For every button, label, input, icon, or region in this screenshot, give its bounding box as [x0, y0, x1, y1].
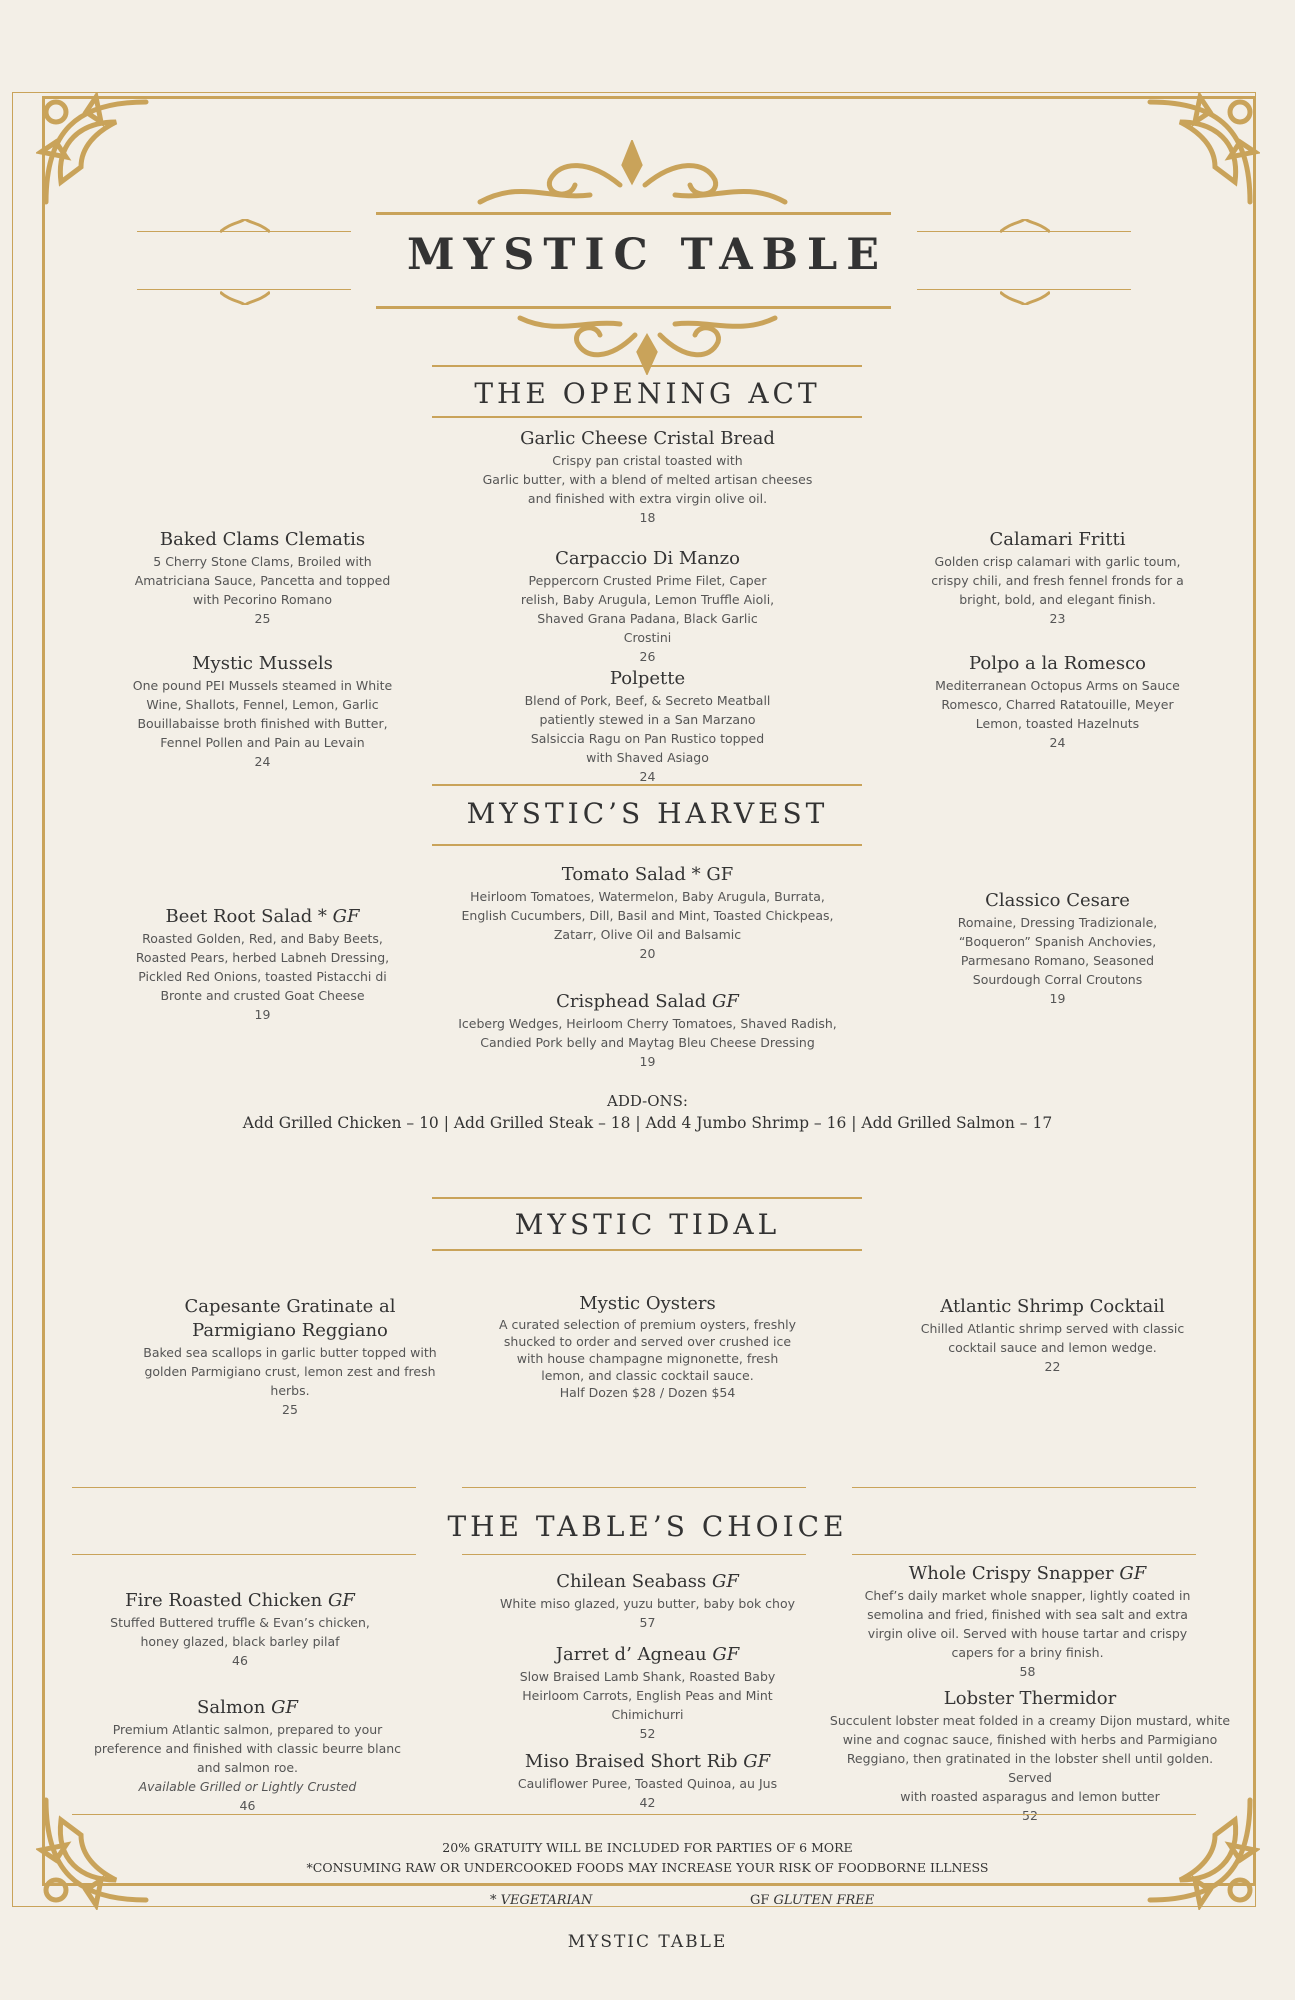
menu-item-mystic-oysters [480, 1292, 815, 1401]
gluten-free-legend [750, 1893, 874, 1908]
item-desc: “Boqueron” Spanish Anchovies, [958, 934, 1157, 949]
item-desc: English Cucumbers, Dill, Basil and Mint, Toasted Chickpeas, [461, 908, 834, 923]
item-price: 24 [254, 754, 271, 769]
item-name: Polpo a la Romesco [969, 653, 1146, 674]
item-desc: wine and cognac sauce, finished with herbs and Parmigiano [842, 1732, 1218, 1747]
menu-item-jarret-agneau [470, 1643, 825, 1743]
item-desc: with roasted asparagus and lemon butter [900, 1789, 1160, 1804]
menu-item-whole-snapper [855, 1562, 1200, 1681]
item-desc: Bronte and crusted Goat Cheese [160, 988, 365, 1003]
item-price: 24 [1049, 735, 1066, 750]
item-desc: with Pecorino Romano [192, 592, 333, 607]
item-name: Carpaccio Di Manzo [555, 548, 740, 569]
item-note: Available Grilled or Lightly Crusted [138, 1779, 357, 1794]
menu-item-classico-cesare [890, 889, 1225, 1008]
menu-item-salmon [80, 1696, 415, 1815]
menu-item-tomato-salad [440, 863, 855, 963]
item-price: 19 [254, 1007, 271, 1022]
item-desc: Lemon, toasted Hazelnuts [975, 716, 1140, 731]
gf-mark: GF [271, 1697, 298, 1718]
side-flourish-right-top [1000, 218, 1050, 232]
item-desc: Pickled Red Onions, toasted Pistacchi di [138, 969, 387, 984]
item-desc: Golden crisp calamari with garlic toum, [934, 554, 1181, 569]
item-name [80, 1589, 400, 1613]
gf-mark: GF [327, 1590, 355, 1611]
choice-rule-top-left [72, 1487, 416, 1488]
item-name [100, 905, 425, 929]
item-price: Half Dozen $28 / Dozen $54 [559, 1385, 736, 1400]
item-desc: Fennel Pollen and Pain au Levain [160, 735, 365, 750]
item-desc: Parmesano Romano, Seasoned [960, 953, 1155, 968]
menu-item-mussels [100, 652, 425, 771]
item-name-text: Chilean Seabass [556, 1571, 712, 1592]
item-desc: White miso glazed, yuzu butter, baby bok choy [499, 1596, 796, 1611]
tidal-section-title: MYSTIC TIDAL [514, 1208, 781, 1241]
item-desc: semolina and fried, finished with sea salt and extra [867, 1607, 1188, 1622]
item-price: 23 [1049, 611, 1066, 626]
item-name [470, 1570, 825, 1594]
choice-rule-bottom-center [462, 1554, 806, 1555]
item-desc: Roasted Pears, herbed Labneh Dressing, [135, 950, 390, 965]
item-desc: Heirloom Carrots, English Peas and Mint [522, 1688, 773, 1703]
gluten-free-text: GLUTEN FREE [769, 1893, 875, 1908]
item-name: Calamari Fritti [989, 529, 1126, 550]
menu-item-lobster-thermidor [825, 1687, 1235, 1825]
item-name [80, 1696, 415, 1720]
gratuity-note: 20% GRATUITY WILL BE INCLUDED FOR PARTIES OF 6 MORE [442, 1840, 853, 1855]
item-desc: capers for a briny finish. [951, 1645, 1104, 1660]
item-desc: Shaved Grana Padana, Black Garlic [537, 611, 758, 626]
item-name: Mystic Mussels [192, 653, 333, 674]
item-desc: Heirloom Tomatoes, Watermelon, Baby Arugula, Burrata, [470, 889, 825, 904]
opening-rule-top [432, 365, 862, 367]
vegetarian-legend: * VEGETARIAN [490, 1893, 593, 1908]
item-name [440, 990, 855, 1014]
item-price: 18 [639, 510, 656, 525]
item-price: 58 [1019, 1664, 1036, 1679]
item-desc: Zatarr, Olive Oil and Balsamic [553, 927, 742, 942]
item-desc: and finished with extra virgin olive oil. [527, 491, 768, 506]
item-name-text: Miso Braised Short Rib [524, 1751, 744, 1772]
item-desc: Peppercorn Crusted Prime Filet, Caper [528, 573, 767, 588]
opening-rule-bottom [432, 416, 862, 418]
item-desc: Roasted Golden, Red, and Baby Beets, [142, 931, 383, 946]
item-desc: Baked sea scallops in garlic butter topped with [143, 1345, 437, 1360]
item-desc: One pound PEI Mussels steamed in White [132, 678, 393, 693]
item-desc: with Shaved Asiago [586, 750, 709, 765]
item-price: 25 [282, 1402, 298, 1417]
item-name [470, 1643, 825, 1667]
item-desc: Chilled Atlantic shrimp served with classic [920, 1321, 1185, 1336]
item-desc: Crispy pan cristal toasted with [552, 453, 743, 468]
item-price: 25 [254, 611, 271, 626]
choice-rule-top-right [852, 1487, 1196, 1488]
footer-rule [72, 1814, 1196, 1815]
choice-rule-bottom-right [852, 1554, 1196, 1555]
menu-item-carpaccio [470, 547, 825, 666]
item-desc: Mediterranean Octopus Arms on Sauce [935, 678, 1180, 693]
item-name: Polpette [609, 668, 686, 689]
item-desc: Succulent lobster meat folded in a creamy Dijon mustard, white [829, 1713, 1231, 1728]
item-desc: Wine, Shallots, Fennel, Lemon, Garlic [146, 697, 379, 712]
item-price: 24 [639, 769, 656, 784]
item-desc: Sourdough Corral Croutons [972, 972, 1143, 987]
foodborne-warning: *CONSUMING RAW OR UNDERCOOKED FOODS MAY INCREASE YOUR RISK OF FOODBORNE ILLNESS [306, 1860, 989, 1875]
item-price: 42 [639, 1795, 656, 1810]
item-name-text: Whole Crispy Snapper [908, 1563, 1120, 1584]
item-name: Garlic Cheese Cristal Bread [520, 428, 775, 449]
addons-list: Add Grilled Chicken – 10 | Add Grilled Steak – 18 | Add 4 Jumbo Shrimp – 16 | Add Grilled Salmon – 17 [242, 1114, 1053, 1132]
menu-item-crisphead-salad [440, 990, 855, 1071]
menu-item-capesante [125, 1295, 455, 1419]
menu-item-beet-salad [100, 905, 425, 1024]
item-desc: preference and finished with classic beurre blanc [93, 1741, 402, 1756]
menu-item-polpette [470, 667, 825, 786]
choice-section-title: THE TABLE’S CHOICE [447, 1510, 848, 1543]
item-price: 19 [1049, 991, 1066, 1006]
item-name: Lobster Thermidor [943, 1688, 1117, 1709]
item-price: 22 [1044, 1359, 1061, 1374]
item-name-text: Crisphead Salad [556, 991, 713, 1012]
item-price: 57 [639, 1615, 656, 1630]
item-desc: patiently stewed in a San Marzano [539, 712, 756, 727]
item-desc: Stuffed Buttered truffle & Evan’s chicken, [110, 1615, 370, 1630]
item-desc: Crostini [623, 630, 672, 645]
item-desc: virgin olive oil. Served with house tartar and crispy [867, 1626, 1188, 1641]
item-price: 52 [639, 1726, 656, 1741]
item-name: Capesante Gratinate al [184, 1296, 396, 1317]
item-desc: Bouillabaisse broth finished with Butter, [137, 716, 388, 731]
item-name [855, 1562, 1200, 1586]
item-price: 46 [239, 1798, 256, 1813]
item-desc: Blend of Pork, Beef, & Secreto Meatball [524, 693, 771, 708]
menu-item-garlic-bread [440, 427, 855, 527]
item-desc: lemon, and classic cocktail sauce. [541, 1368, 754, 1383]
corner-ornament-top-right [1140, 92, 1260, 212]
item-desc: Reggiano, then gratinated in the lobster shell until golden. Served [846, 1751, 1214, 1785]
title-rule-bottom [376, 306, 891, 309]
gf-mark: GF [743, 1751, 771, 1772]
item-desc: Slow Braised Lamb Shank, Roasted Baby [519, 1669, 776, 1684]
item-desc: golden Parmigiano crust, lemon zest and fresh [144, 1364, 436, 1379]
menu-item-shrimp-cocktail [885, 1295, 1220, 1376]
side-flourish-right-bottom [1000, 290, 1050, 304]
item-name-text: Beet Root Salad * [165, 906, 333, 927]
harvest-section-title: MYSTIC’S HARVEST [466, 797, 829, 830]
item-desc: 5 Cherry Stone Clams, Broiled with [153, 554, 372, 569]
gf-mark: GF [750, 1893, 770, 1908]
bottom-restaurant-name: MYSTIC TABLE [567, 1932, 728, 1952]
menu-item-polpo [890, 652, 1225, 752]
item-desc: A curated selection of premium oysters, freshly [498, 1317, 796, 1332]
item-desc: Chef’s daily market whole snapper, lightly coated in [864, 1588, 1191, 1603]
menu-item-chilean-seabass [470, 1570, 825, 1632]
item-desc: Candied Pork belly and Maytag Bleu Cheese Dressing [480, 1035, 815, 1050]
menu-item-short-rib [470, 1750, 825, 1812]
choice-rule-bottom-left [72, 1554, 416, 1555]
opening-section-title: THE OPENING ACT [474, 377, 821, 410]
top-flourish [470, 140, 795, 210]
choice-rule-top-center [462, 1487, 806, 1488]
menu-item-calamari [890, 528, 1225, 628]
item-desc: Iceberg Wedges, Heirloom Cherry Tomatoes, Shaved Radish, [458, 1016, 837, 1031]
item-price: 46 [232, 1653, 248, 1668]
item-desc: Salsiccia Ragu on Pan Rustico topped [530, 731, 765, 746]
restaurant-title: MYSTIC TABLE [406, 230, 889, 280]
item-name: Atlantic Shrimp Cocktail [940, 1296, 1165, 1317]
addons-label: ADD-ONS: [607, 1092, 688, 1110]
item-name-text: Fire Roasted Chicken [125, 1590, 328, 1611]
menu-item-fire-roasted-chicken [80, 1589, 400, 1670]
item-name: Tomato Salad * GF [561, 864, 734, 885]
item-desc: Cauliflower Puree, Toasted Quinoa, au Jus [517, 1776, 778, 1791]
side-flourish-left-bottom [220, 290, 270, 304]
item-desc: Chimichurri [611, 1707, 684, 1722]
gf-mark: GF [711, 1571, 739, 1592]
item-desc: Amatriciana Sauce, Pancetta and topped [134, 573, 391, 588]
item-desc: herbs. [270, 1383, 310, 1398]
item-name-text: Jarret d’ Agneau [555, 1644, 713, 1665]
item-price: 26 [639, 649, 656, 664]
item-desc: relish, Baby Arugula, Lemon Truffle Aioli, [520, 592, 775, 607]
item-price: 19 [639, 1054, 656, 1069]
item-name: Parmigiano Reggiano [192, 1320, 388, 1341]
gf-mark: GF [1119, 1563, 1147, 1584]
corner-ornament-top-left [36, 92, 156, 212]
harvest-rule-top [432, 784, 862, 786]
item-name: Classico Cesare [985, 890, 1130, 911]
gf-mark: GF [712, 991, 739, 1012]
item-desc: Premium Atlantic salmon, prepared to your [112, 1722, 383, 1737]
menu-item-baked-clams [100, 528, 425, 628]
item-desc: cocktail sauce and lemon wedge. [948, 1340, 1157, 1355]
item-name: Baked Clams Clematis [159, 529, 366, 550]
item-price: 52 [1022, 1808, 1038, 1823]
item-desc: with house champagne mignonette, fresh [516, 1351, 779, 1366]
title-rule-top [376, 212, 891, 215]
gf-mark: GF [332, 906, 360, 927]
item-desc: Romesco, Charred Ratatouille, Meyer [941, 697, 1174, 712]
tidal-rule-top [432, 1197, 862, 1199]
item-name-text: Salmon [197, 1697, 272, 1718]
item-price: 20 [639, 946, 656, 961]
gf-mark: GF [712, 1644, 740, 1665]
tidal-rule-bottom [432, 1249, 862, 1251]
item-desc: and salmon roe. [196, 1760, 299, 1775]
item-desc: Garlic butter, with a blend of melted artisan cheeses [482, 472, 813, 487]
item-desc: bright, bold, and elegant finish. [959, 592, 1156, 607]
harvest-rule-bottom [432, 844, 862, 846]
item-desc: crispy chili, and fresh fennel fronds for a [931, 573, 1184, 588]
item-desc: Romaine, Dressing Tradizionale, [957, 915, 1158, 930]
item-desc: honey glazed, black barley pilaf [140, 1634, 340, 1649]
item-desc: shucked to order and served over crushed ice [503, 1334, 792, 1349]
item-name: Mystic Oysters [579, 1293, 716, 1314]
side-flourish-left-top [220, 218, 270, 232]
item-name [470, 1750, 825, 1774]
